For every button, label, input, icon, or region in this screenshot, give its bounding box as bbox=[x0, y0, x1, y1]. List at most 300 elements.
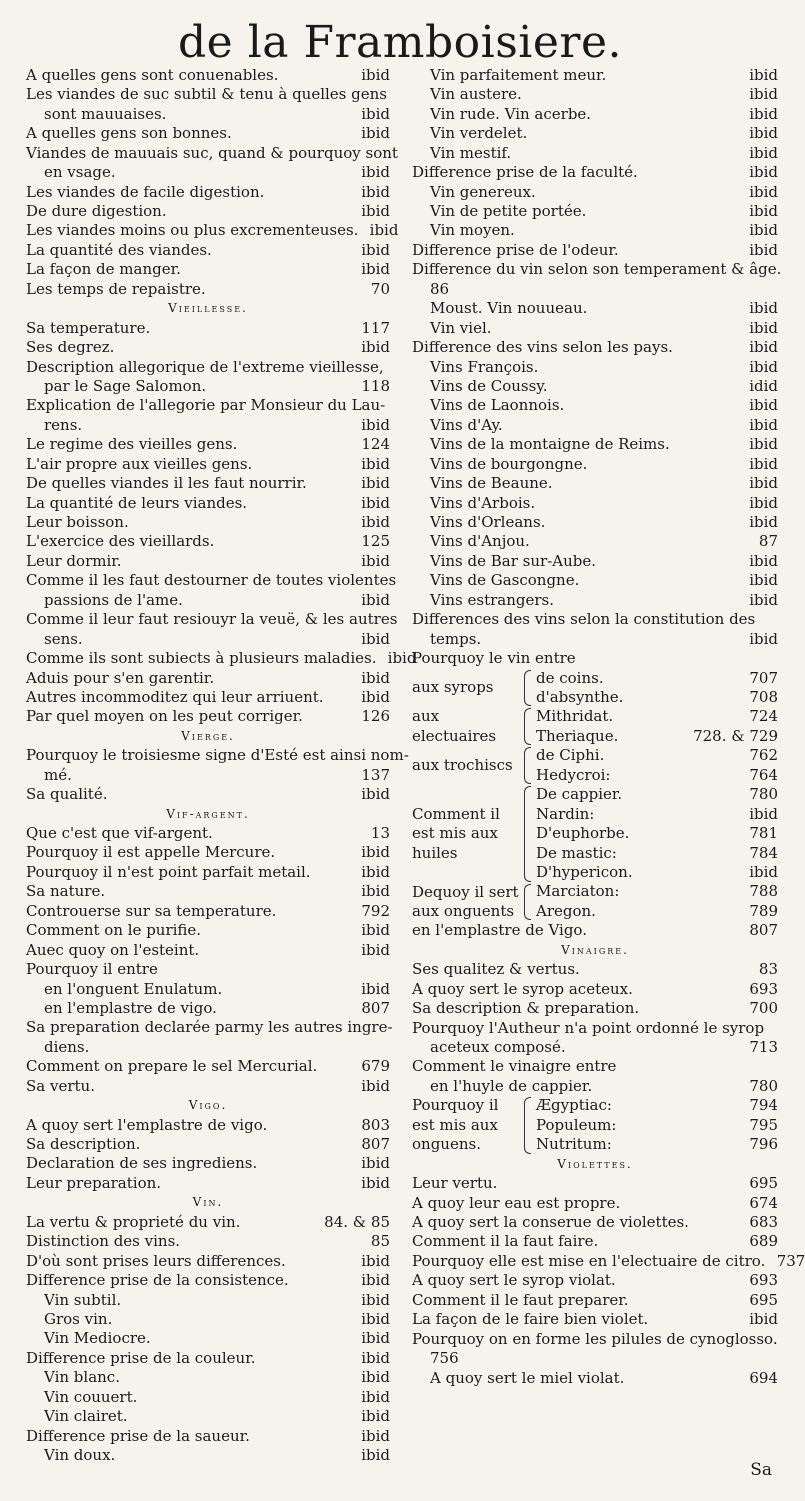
bracket-group bbox=[412, 1096, 778, 1154]
section-heading bbox=[26, 805, 390, 824]
brace-mark bbox=[524, 669, 536, 708]
index-entry bbox=[412, 1271, 778, 1290]
page-reference: ibid bbox=[361, 260, 390, 279]
entry-text: en l'emplastre de vigo. bbox=[44, 998, 217, 1017]
index-entry bbox=[536, 863, 778, 882]
index-entry bbox=[26, 960, 390, 979]
index-entry bbox=[412, 533, 778, 552]
entry-text: D'où sont prises leurs differences. bbox=[26, 1251, 286, 1270]
index-entry bbox=[26, 1077, 390, 1096]
entry-text: Difference prise de la saueur. bbox=[26, 1426, 250, 1445]
entry-text: Comment on le purifie. bbox=[26, 921, 202, 940]
index-entry bbox=[412, 552, 778, 571]
page-reference: 87 bbox=[758, 532, 778, 551]
section-heading bbox=[412, 1155, 778, 1174]
entry-text: Pourquoy l'Autheur n'a point ordonné le syrop bbox=[412, 1018, 765, 1037]
index-entry bbox=[412, 66, 778, 85]
entry-text: Marciaton: bbox=[536, 882, 620, 901]
page-reference: ibid bbox=[361, 921, 390, 940]
entry-text: Sa qualité. bbox=[26, 785, 108, 804]
index-entry bbox=[26, 1116, 390, 1135]
index-entry bbox=[412, 299, 778, 318]
bracket-group-label: Comment il est mis aux huiles bbox=[412, 804, 500, 862]
section-heading-text: Vif-argent. bbox=[166, 806, 250, 821]
index-entry bbox=[412, 1194, 778, 1213]
entry-text: Vins d'Orleans. bbox=[430, 513, 546, 532]
page-reference: ibid bbox=[361, 785, 390, 804]
page-reference: ibid bbox=[749, 862, 778, 881]
entry-text: La façon de le faire bien violet. bbox=[412, 1310, 649, 1329]
page-reference: ibid bbox=[361, 862, 390, 881]
page-reference: 70 bbox=[370, 279, 390, 298]
bracket-group-label: Dequoy il sert aux onguents bbox=[412, 882, 519, 920]
page-reference: ibid bbox=[749, 318, 778, 337]
index-entry bbox=[26, 1155, 390, 1174]
entry-text: Gros vin. bbox=[44, 1309, 113, 1328]
entry-text: Vin verdelet. bbox=[430, 124, 528, 143]
index-entry bbox=[26, 1291, 390, 1310]
entry-text: Vin subtil. bbox=[44, 1290, 122, 1309]
index-entry bbox=[26, 630, 390, 649]
entry-text: Sa nature. bbox=[26, 882, 106, 901]
index-entry bbox=[26, 649, 417, 668]
index-entry bbox=[26, 66, 390, 85]
page-reference: ibid bbox=[361, 474, 390, 493]
entry-text: Vin doux. bbox=[44, 1446, 116, 1465]
page-reference: ibid bbox=[749, 396, 778, 415]
entry-text: Nutritum: bbox=[536, 1135, 612, 1154]
index-entry bbox=[26, 824, 390, 843]
entry-text: Moust. Vin nouueau. bbox=[430, 299, 588, 318]
entry-text: A quoy sert le syrop aceteux. bbox=[412, 979, 633, 998]
page-reference: 737 bbox=[776, 1251, 805, 1270]
section-heading-text: Vierge. bbox=[181, 728, 235, 743]
entry-text: Declaration de ses ingrediens. bbox=[26, 1154, 258, 1173]
entry-text: De quelles viandes il les faut nourrir. bbox=[26, 474, 307, 493]
index-entry bbox=[536, 1116, 778, 1135]
entry-text: De dure digestion. bbox=[26, 202, 167, 221]
page-reference: 693 bbox=[749, 979, 778, 998]
page-reference: ibid bbox=[361, 240, 390, 259]
index-entry bbox=[536, 669, 778, 688]
page-reference: ibid bbox=[749, 571, 778, 590]
page-reference: 728. & 729 bbox=[693, 726, 778, 745]
signature-mark: Sa bbox=[750, 1460, 772, 1480]
index-entry bbox=[26, 785, 390, 804]
index-entry bbox=[26, 183, 390, 202]
entry-text: La quantité des viandes. bbox=[26, 240, 212, 259]
index-entry bbox=[26, 921, 390, 940]
index-entry bbox=[26, 105, 390, 124]
index-entry bbox=[412, 1310, 778, 1329]
index-entry bbox=[26, 688, 390, 707]
entry-text: Difference prise de la consistence. bbox=[26, 1271, 289, 1290]
index-entry bbox=[536, 707, 778, 726]
entry-text: A quoy sert la conserue de violettes. bbox=[412, 1213, 689, 1231]
page-reference: ibid bbox=[361, 1446, 390, 1465]
page-reference: 780 bbox=[749, 785, 778, 804]
entry-text: La vertu & proprieté du vin. bbox=[26, 1212, 241, 1231]
section-heading bbox=[26, 299, 390, 318]
bracket-group bbox=[412, 746, 778, 785]
index-entry bbox=[536, 883, 778, 902]
index-entry bbox=[26, 1252, 390, 1271]
entry-text: Vins de Beaune. bbox=[430, 474, 553, 493]
entry-text: Ses qualitez & vertus. bbox=[412, 960, 580, 979]
page-reference: 84. & 85 bbox=[324, 1212, 390, 1231]
page-reference: ibid bbox=[361, 668, 390, 687]
index-entry bbox=[26, 260, 390, 279]
index-entry bbox=[26, 377, 390, 396]
page-reference: 807 bbox=[361, 998, 390, 1017]
entry-text: La façon de manger. bbox=[26, 260, 181, 279]
bracket-group bbox=[412, 785, 778, 882]
index-entry bbox=[26, 1018, 393, 1037]
page-reference: ibid bbox=[749, 104, 778, 123]
entry-text: Vin clairet. bbox=[44, 1407, 128, 1426]
entry-text: Pourquoy il est appelle Mercure. bbox=[26, 843, 276, 862]
page-reference: ibid bbox=[361, 202, 390, 221]
entry-text: Viandes de mauuais suc, quand & pourquoy sont bbox=[26, 143, 398, 162]
entry-text: Comment il le faut preparer. bbox=[412, 1290, 629, 1309]
index-entry bbox=[412, 571, 778, 590]
index-entry bbox=[412, 222, 778, 241]
index-entry bbox=[536, 902, 778, 921]
index-entry bbox=[26, 610, 398, 629]
entry-text: mé. bbox=[44, 765, 72, 784]
index-entry bbox=[26, 863, 390, 882]
index-entry bbox=[26, 85, 390, 104]
entry-text: Vins François. bbox=[430, 357, 539, 376]
index-entry bbox=[26, 1135, 390, 1154]
entry-text: Que c'est que vif-argent. bbox=[26, 824, 213, 843]
page-reference: ibid bbox=[749, 493, 778, 512]
index-entry bbox=[536, 844, 778, 863]
page-reference: ibid bbox=[361, 1173, 390, 1192]
index-entry bbox=[26, 669, 390, 688]
entry-text: passions de l'ame. bbox=[44, 590, 183, 609]
page-reference: ibid bbox=[361, 338, 390, 357]
index-entry bbox=[536, 1096, 778, 1115]
index-entry bbox=[412, 1232, 778, 1251]
index-entry bbox=[412, 1077, 778, 1096]
page-reference: ibid bbox=[361, 182, 390, 201]
section-heading-text: Vin. bbox=[192, 1195, 224, 1210]
index-entry bbox=[412, 610, 778, 629]
page-reference: 807 bbox=[361, 1135, 390, 1154]
page-reference: 695 bbox=[749, 1174, 778, 1193]
page-reference: ibid bbox=[361, 493, 390, 512]
index-entry bbox=[412, 1369, 778, 1388]
index-entry bbox=[26, 1271, 390, 1290]
index-entry bbox=[412, 1019, 778, 1038]
entry-text: sont mauuaises. bbox=[44, 104, 167, 123]
bracket-group-label: aux trochiscs bbox=[412, 756, 513, 775]
page-reference: ibid bbox=[749, 338, 778, 357]
index-entry bbox=[412, 649, 778, 668]
index-entry bbox=[536, 746, 778, 765]
index-entry bbox=[26, 1213, 390, 1232]
entry-text: Comment le vinaigre entre bbox=[412, 1057, 617, 1076]
entry-text: Theriaque. bbox=[536, 726, 619, 745]
index-entry bbox=[412, 260, 782, 279]
entry-text: Leur dormir. bbox=[26, 551, 122, 570]
index-entry bbox=[26, 455, 390, 474]
bracket-group bbox=[412, 669, 778, 708]
index-entry bbox=[26, 1349, 390, 1368]
index-entry bbox=[412, 474, 778, 493]
entry-text: Comme il les faut destourner de toutes violentes bbox=[26, 571, 397, 590]
entry-text: Ægyptiac: bbox=[536, 1096, 612, 1115]
entry-text: La quantité de leurs viandes. bbox=[26, 493, 248, 512]
entry-text: Les viandes de facile digestion. bbox=[26, 182, 265, 201]
index-entry bbox=[536, 785, 778, 804]
entry-text: Vin parfaitement meur. bbox=[430, 65, 607, 84]
page-reference: ibid bbox=[361, 1154, 390, 1173]
entry-text: Pourquoy le troisiesme signe d'Esté est ainsi nom- bbox=[26, 746, 409, 765]
page-reference: 137 bbox=[361, 765, 390, 784]
page-reference: ibid bbox=[361, 163, 390, 182]
index-entry bbox=[536, 727, 778, 746]
page-reference: ibid bbox=[361, 1271, 390, 1290]
page-reference: ibid bbox=[361, 1387, 390, 1406]
index-entry bbox=[412, 1213, 778, 1232]
brace-mark bbox=[524, 707, 536, 746]
page-reference: 781 bbox=[749, 824, 778, 843]
index-entry bbox=[26, 533, 390, 552]
index-entry bbox=[26, 707, 390, 726]
entry-text: Difference du vin selon son temperament & âge. bbox=[412, 260, 782, 279]
entry-text: Pourquoy il n'est point parfait metail. bbox=[26, 862, 311, 881]
page-reference: 795 bbox=[749, 1115, 778, 1134]
entry-text: Sa vertu. bbox=[26, 1076, 95, 1095]
entry-text: Differences des vins selon la constitution des bbox=[412, 610, 756, 629]
index-entry bbox=[412, 455, 778, 474]
bracket-group-label: Pourquoy il est mis aux onguens. bbox=[412, 1096, 499, 1154]
entry-text: Explication de l'allegorie par Monsieur du Lau- bbox=[26, 396, 386, 415]
entry-text: Sa description. bbox=[26, 1135, 141, 1154]
page-reference: ibid bbox=[749, 65, 778, 84]
entry-text: Les viandes moins ou plus excrementeuses. bbox=[26, 221, 359, 240]
entry-text: aceteux composé. bbox=[430, 1038, 566, 1057]
index-entry bbox=[26, 319, 390, 338]
index-entry bbox=[412, 319, 778, 338]
entry-text: diens. bbox=[44, 1037, 90, 1056]
index-entry bbox=[26, 1427, 390, 1446]
page-reference: ibid bbox=[749, 85, 778, 104]
index-entry bbox=[26, 882, 390, 901]
page-reference: 83 bbox=[758, 960, 778, 979]
entry-text: A quelles gens son bonnes. bbox=[26, 124, 232, 143]
entry-text: Vin mestif. bbox=[430, 143, 512, 162]
index-entry bbox=[412, 105, 778, 124]
entry-text: Description allegorique de l'extreme vieillesse, bbox=[26, 357, 384, 376]
entry-text: de Ciphi. bbox=[536, 746, 605, 765]
page-reference: 762 bbox=[749, 746, 778, 765]
page-reference: 713 bbox=[749, 1038, 778, 1057]
index-entry bbox=[412, 241, 778, 260]
index-entry bbox=[412, 591, 778, 610]
brace-mark bbox=[524, 746, 536, 785]
index-entry bbox=[26, 571, 397, 590]
index-entry bbox=[536, 1135, 778, 1154]
entry-text: Vins de la montaigne de Reims. bbox=[430, 435, 670, 454]
entry-text: Comment il la faut faire. bbox=[412, 1232, 599, 1251]
entry-text: Par quel moyen on les peut corriger. bbox=[26, 707, 303, 726]
page-reference: ibid bbox=[749, 590, 778, 609]
index-entry bbox=[26, 941, 390, 960]
page-reference: 707 bbox=[749, 668, 778, 687]
page-reference: ibid bbox=[749, 299, 778, 318]
index-entry bbox=[412, 1349, 778, 1368]
entry-text: Pourquoy le vin entre bbox=[412, 649, 576, 668]
entry-text: en l'huyle de cappier. bbox=[430, 1076, 593, 1095]
entry-text: Nardin: bbox=[536, 804, 595, 823]
entry-text: 756 bbox=[430, 1349, 459, 1368]
section-heading-text: Vigo. bbox=[188, 1098, 228, 1113]
index-entry bbox=[412, 1330, 778, 1349]
index-entry bbox=[412, 202, 778, 221]
page-reference: ibid bbox=[749, 124, 778, 143]
index-entry bbox=[26, 1329, 390, 1348]
page-reference: ibid bbox=[361, 629, 390, 648]
entry-text: De mastic: bbox=[536, 843, 617, 862]
entry-text: Vin austere. bbox=[430, 85, 522, 104]
page-reference: ibid bbox=[749, 415, 778, 434]
entry-text: Vins de Coussy. bbox=[430, 376, 548, 395]
entry-text: Le regime des vieilles gens. bbox=[26, 435, 238, 454]
page-reference: ibid bbox=[749, 1310, 778, 1329]
index-entry bbox=[26, 1407, 390, 1426]
left-column bbox=[26, 65, 417, 1466]
index-entry bbox=[26, 513, 390, 532]
page-reference: ibid bbox=[749, 454, 778, 473]
entry-text: Vin moyen. bbox=[430, 221, 515, 240]
index-entry bbox=[412, 980, 778, 999]
index-entry bbox=[26, 591, 390, 610]
page-reference: 789 bbox=[749, 901, 778, 920]
entry-text: rens. bbox=[44, 415, 83, 434]
entry-text: L'air propre aux vieilles gens. bbox=[26, 454, 253, 473]
index-entry bbox=[412, 921, 778, 940]
entry-text: d'absynthe. bbox=[536, 687, 624, 706]
index-entry bbox=[412, 358, 778, 377]
entry-text: Aregon. bbox=[536, 901, 596, 920]
page-reference: ibid bbox=[749, 240, 778, 259]
page-reference: ibid bbox=[361, 1290, 390, 1309]
page-reference: ibid bbox=[361, 104, 390, 123]
page-reference: ibid bbox=[361, 1329, 390, 1348]
index-entry bbox=[26, 844, 390, 863]
entry-text: Comment on prepare le sel Mercurial. bbox=[26, 1057, 318, 1076]
entry-text: Vin de petite portée. bbox=[430, 202, 587, 221]
entry-text: Les temps de repaistre. bbox=[26, 279, 206, 298]
index-entry bbox=[412, 960, 778, 979]
page-reference: ibid bbox=[361, 513, 390, 532]
entry-text: Difference prise de la faculté. bbox=[412, 163, 638, 182]
entry-text: Leur preparation. bbox=[26, 1173, 162, 1192]
page-reference: ibid bbox=[361, 1309, 390, 1328]
index-entry bbox=[26, 1446, 390, 1465]
page-reference: ibid bbox=[749, 143, 778, 162]
page-reference: ibid bbox=[387, 649, 417, 668]
page-reference: ibid bbox=[369, 221, 399, 240]
entry-text: Pourquoy on en forme les pilules de cynoglosso. bbox=[412, 1329, 778, 1348]
page-reference: ibid bbox=[361, 979, 390, 998]
page-reference: 708 bbox=[749, 687, 778, 706]
index-entry bbox=[26, 1174, 390, 1193]
page-reference: ibid bbox=[749, 551, 778, 570]
entry-text: Difference prise de l'odeur. bbox=[412, 240, 619, 259]
index-entry bbox=[412, 124, 778, 143]
index-entry bbox=[412, 144, 778, 163]
entry-text: Leur vertu. bbox=[412, 1174, 498, 1193]
entry-text: Distinction des vins. bbox=[26, 1232, 181, 1251]
entry-text: en l'emplastre de Vigo. bbox=[412, 921, 587, 940]
page-reference: 794 bbox=[749, 1096, 778, 1115]
index-entry bbox=[412, 1291, 778, 1310]
index-entry bbox=[26, 766, 390, 785]
entry-text: en vsage. bbox=[44, 163, 116, 182]
index-entry bbox=[536, 824, 778, 843]
section-heading bbox=[26, 1193, 390, 1212]
index-entry bbox=[26, 416, 390, 435]
index-entry bbox=[26, 358, 390, 377]
index-entry bbox=[26, 980, 390, 999]
entry-text: Vins estrangers. bbox=[430, 590, 554, 609]
entry-text: Pourquoy il entre bbox=[26, 960, 158, 979]
page-reference: ibid bbox=[361, 454, 390, 473]
page-reference: ibid bbox=[749, 182, 778, 201]
page-reference: ibid bbox=[749, 629, 778, 648]
page-reference: 117 bbox=[361, 318, 390, 337]
section-heading bbox=[26, 727, 390, 746]
page-reference: ibid bbox=[361, 590, 390, 609]
bracket-group-label: aux syrops bbox=[412, 678, 494, 697]
index-entry bbox=[26, 1232, 390, 1251]
page-reference: 125 bbox=[361, 532, 390, 551]
index-entry bbox=[26, 1038, 390, 1057]
index-entry bbox=[412, 377, 778, 396]
index-entry bbox=[26, 124, 390, 143]
entry-text: Difference prise de la couleur. bbox=[26, 1348, 256, 1367]
page-reference: ibid bbox=[361, 882, 390, 901]
index-entry bbox=[536, 805, 778, 824]
entry-text: Vin blanc. bbox=[44, 1368, 120, 1387]
page-reference: 803 bbox=[361, 1115, 390, 1134]
entry-text: Vins de Laonnois. bbox=[430, 396, 565, 415]
page-reference: 694 bbox=[749, 1368, 778, 1387]
page-reference: 124 bbox=[361, 435, 390, 454]
page-reference: 118 bbox=[361, 376, 390, 395]
entry-text: Les viandes de suc subtil & tenu à quelles gens bbox=[26, 85, 387, 104]
bracket-group bbox=[412, 707, 778, 746]
entry-text: Leur boisson. bbox=[26, 513, 129, 532]
index-entry bbox=[412, 1038, 778, 1057]
index-entry bbox=[412, 435, 778, 454]
entry-text: A quoy sert l'emplastre de vigo. bbox=[26, 1115, 268, 1134]
entry-text: 86 bbox=[430, 279, 450, 298]
entry-text: D'euphorbe. bbox=[536, 824, 630, 843]
index-entry bbox=[26, 143, 398, 163]
entry-text: Mithridat. bbox=[536, 707, 614, 726]
entry-text: A quelles gens sont conuenables. bbox=[26, 65, 279, 84]
page-reference: ibid bbox=[361, 65, 390, 84]
entry-text: L'exercice des vieillards. bbox=[26, 532, 215, 551]
page-reference: 724 bbox=[749, 707, 778, 726]
entry-text: par le Sage Salomon. bbox=[44, 376, 207, 395]
page-reference: ibid bbox=[361, 124, 390, 143]
